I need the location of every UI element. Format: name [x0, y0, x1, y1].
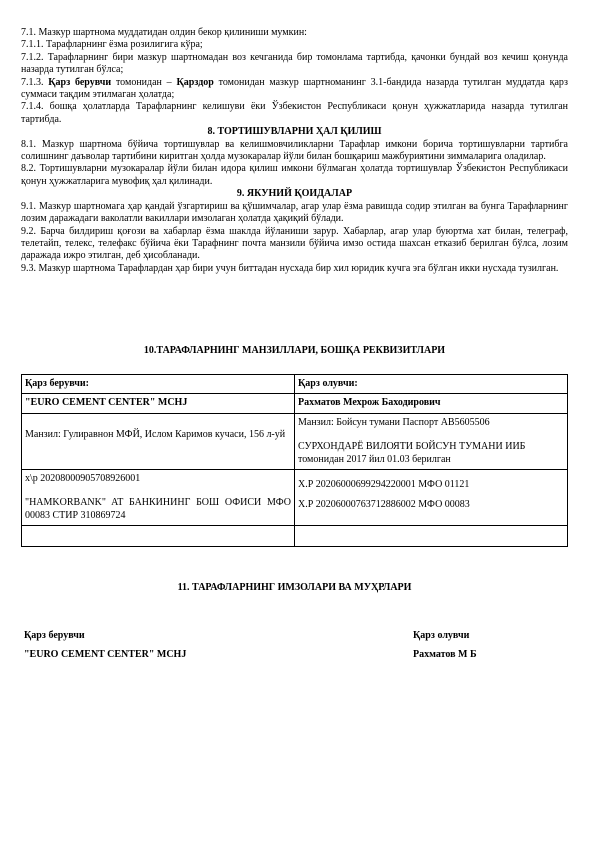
signature-lender-label: Қарз берувчи	[24, 630, 85, 641]
borrower-address: Манзил: Бойсун тумани Паспорт AB5605506	[298, 416, 490, 428]
lender-name: "EURO CEMENT CENTER" MCHJ	[22, 394, 295, 413]
clause-8-1: 8.1. Мазкур шартнома бўйича тортишувлар ва келишмовчиликларни Тарафлар имкони борича тортишувларни тартибга солишнинг даъволар тартибини киритган ҳолда музокаралар йўли билан бошқариш мажбуриятини зиммаларига оладилар.	[21, 138, 568, 163]
heading-9: 9. ЯКУНИЙ ҚОИДАЛАР	[236, 188, 353, 200]
clause-7-1-4: 7.1.4. бошқа ҳолатларда Тарафларнинг келишуви ёки Ўзбекистон Республикаси қонун ҳужжатларида назарда тутилган тартибда.	[21, 101, 568, 125]
borrower-name: Рахматов Мехрож Баходирович	[295, 394, 568, 413]
borrower-header: Қарз олувчи:	[295, 375, 568, 394]
empty-cell	[22, 526, 295, 547]
lender-address-cell	[22, 413, 295, 469]
clause-8-2: 8.2. Тортишувларни музокаралар йўли билан идора қилиш имкони бўлмаган ҳолатда тортишувлар Ўзбекистон Республикаси қонун ҳужжатларига мувофиқ ҳал қилинади.	[21, 163, 568, 187]
table-row	[22, 375, 568, 394]
clause-7-1-1: 7.1.1. Тарафларнинг ёзма розилигига кўра;	[21, 39, 203, 51]
table-row	[22, 413, 568, 469]
section-10-title: 10.ТАРАФЛАРНИНГ МАНЗИЛЛАРИ, БОШҚА РЕКВИЗИТЛАРИ	[143, 345, 446, 356]
lender-account: х\р 20208000905708926001	[25, 473, 141, 485]
borrower-address-cell	[295, 413, 568, 469]
term-lender: Қарз берувчи	[48, 76, 112, 88]
borrower-bank-cell	[295, 470, 568, 526]
empty-cell	[295, 526, 568, 547]
clause-9-2: 9.2. Барча билдириш қоғози ва хабарлар ёзма шаклда йўланиши зарур. Хабарлар, агар улар буюртма хат билан, телеграф, телетайп, телекс, телефакс бўйича ёки Тарафнинг почта манзили бўйича имзо остида шахсан етказиб берилган бўлса, лозим даражада ижро этилган, деб ҳисобланади.	[21, 225, 568, 262]
table-row	[22, 526, 568, 547]
signature-borrower-name: Рахматов М Б	[413, 649, 477, 660]
borrower-account-1: Х.Р 20206000699294220001 МФО 01121	[298, 479, 470, 491]
clause-7-1-3-text: томонидан мазкур шартноманинг 3.1-бандида назарда тутилган муддатда қарз суммаси тақдим этилмаган ҳолатда;	[21, 76, 568, 101]
signature-borrower-label: Қарз олувчи	[413, 630, 470, 641]
lender-bank: "HAMKORBANK" AT БАНКИНИНГ БОШ ОФИСИ МФО 00083 СТИР 310869724	[25, 497, 291, 521]
clause-7-1-2: 7.1.2. Тарафларнинг бири мазкур шартномадан воз кечганида бир томонлама тартибда, қачонки бундай воз кечиш қонунда назарда тутилган бўлса;	[21, 51, 568, 76]
table-row	[22, 394, 568, 413]
borrower-account-2: Х.Р 20206000763712886002 МФО 00083	[298, 499, 470, 511]
lender-address: Манзил: Гулиравнон МФЙ, Ислом Каримов кучаси, 156 л-уй	[25, 428, 286, 440]
section-11-title: 11. ТАРАФЛАРНИНГ ИМЗОЛАРИ ВА МУҲРЛАРИ	[177, 582, 412, 593]
clause-7-1-3-mid: томонидан –	[111, 76, 177, 88]
requisites-table	[21, 374, 568, 547]
signature-lender-name: "EURO CEMENT CENTER" MCHJ	[24, 649, 187, 660]
clause-7-1: 7.1. Мазкур шартнома муддатидан олдин бекор қилиниши мумкин:	[21, 27, 307, 38]
heading-8: 8. ТОРТИШУВЛАРНИ ҲАЛ ҚИЛИШ	[207, 126, 382, 138]
contract-body	[21, 27, 568, 275]
clause-9-3: 9.3. Мазкур шартнома Тарафлардан ҳар бири учун биттадан нусхада бир хил юридик кучга эга бўлган икки нусхада тузилган.	[21, 262, 559, 274]
clause-9-1: 9.1. Мазкур шартномага ҳар қандай ўзгартириш ва қўшимчалар, агар улар ёзма равишда содир этилган ва бунга Тарафларнинг лозим даражадаги ваколатли вакиллари имзолаган ҳолатда ҳақиқий бўлади.	[21, 200, 568, 225]
borrower-address-issued: СУРХОНДАРЁ ВИЛОЯТИ БОЙСУН ТУМАНИ ИИБ томонидан 2017 йил 01.03 берилган	[298, 441, 526, 465]
term-borrower: Қарздор	[176, 76, 214, 88]
clause-7-1-3-number: 7.1.3.	[21, 76, 49, 88]
clause-7-1-3	[21, 77, 568, 102]
lender-bank-cell	[22, 470, 295, 526]
lender-header: Қарз берувчи:	[22, 375, 295, 394]
table-row	[22, 470, 568, 526]
